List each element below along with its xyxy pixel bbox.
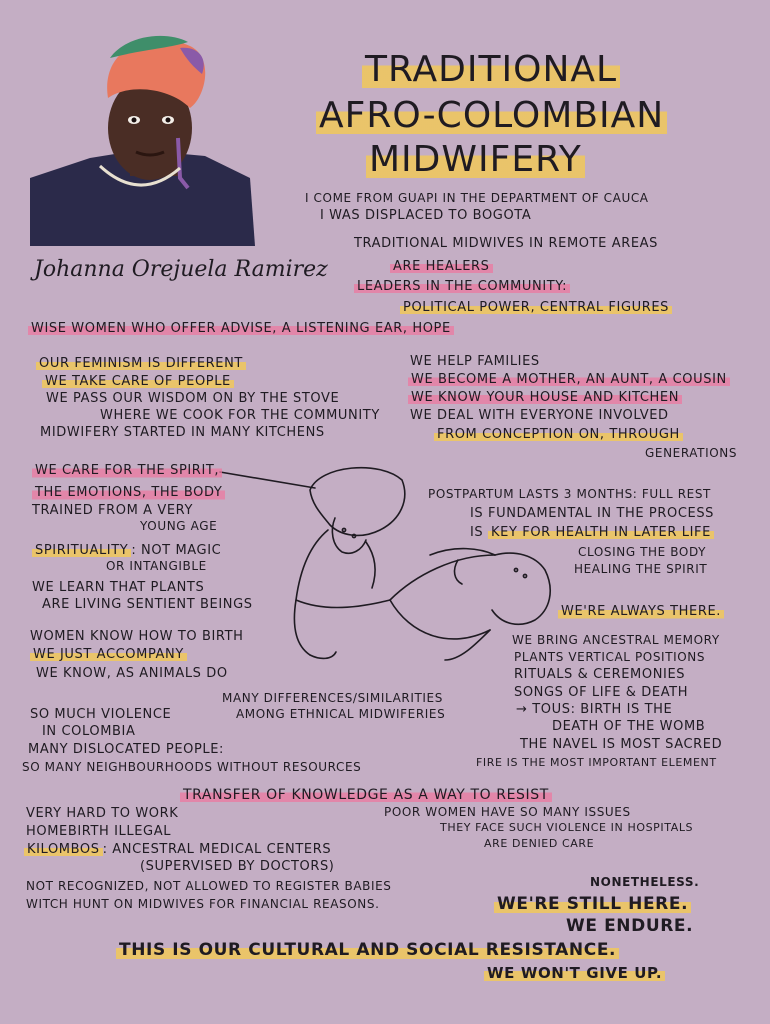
hard-work-line: VERY HARD TO WORK [26,806,179,821]
poor-women-line-2: THEY FACE SUCH VIOLENCE IN HOSPITALS [440,821,694,834]
plants-line-1: WE LEARN THAT PLANTS [32,580,205,595]
birth-line-2: WE JUST ACCOMPANY [30,648,187,661]
ancestral-line-4: SONGS OF LIFE & DEATH [514,685,689,700]
violence-line-2: IN COLOMBIA [42,724,136,739]
tous-line-1: → TOUS: BIRTH IS THE [516,702,673,717]
intro-line-5: LEADERS IN THE COMMUNITY: [354,280,570,293]
wisdom-line-3: MIDWIFERY STARTED IN MANY KITCHENS [40,425,325,440]
ancestral-line-2: PLANTS VERTICAL POSITIONS [514,650,706,664]
spirituality-line: SPIRITUALITY : NOT MAGIC [32,544,221,557]
birth-line-1: WOMEN KNOW HOW TO BIRTH [30,629,244,644]
postpartum-line-3: IS KEY FOR HEALTH IN LATER LIFE [470,526,714,539]
trained-line-2: YOUNG AGE [140,519,218,533]
postpartum-line-2: IS FUNDAMENTAL IN THE PROCESS [470,506,715,521]
title-line-3: MIDWIFERY [366,142,585,178]
families-line-6: GENERATIONS [645,446,738,460]
postpartum-line-1: POSTPARTUM LASTS 3 MONTHS: FULL REST [428,487,711,501]
poor-women-line-3: ARE DENIED CARE [484,837,595,850]
ancestral-line-1: WE BRING ANCESTRAL MEMORY [512,633,720,647]
intro-line-3: TRADITIONAL MIDWIVES IN REMOTE AREAS [354,236,658,251]
witch-hunt-line: WITCH HUNT ON MIDWIVES FOR FINANCIAL REASONS. [26,897,380,911]
transfer-line: TRANSFER OF KNOWLEDGE AS A WAY TO RESIST [180,788,552,802]
fire-line: FIRE IS THE MOST IMPORTANT ELEMENT [476,756,717,769]
supervised-line: (SUPERVISED BY DOCTORS) [140,859,335,874]
intro-line-6: POLITICAL POWER, CENTRAL FIGURES [400,301,672,314]
trained-line-1: TRAINED FROM A VERY [32,503,194,518]
ancestral-line-3: RITUALS & CEREMONIES [514,667,686,682]
intro-line-1: I COME FROM GUAPI IN THE DEPARTMENT OF CAUCA [305,191,649,205]
intangible-line: OR INTANGIBLE [106,559,207,573]
nonetheless-line: NONETHELESS. [590,875,700,889]
intro-line-2: I WAS DISPLACED TO BOGOTA [320,208,532,223]
poor-women-line-1: POOR WOMEN HAVE SO MANY ISSUES [384,805,631,819]
kilombos-line: KILOMBOS : ANCESTRAL MEDICAL CENTERS [24,843,331,856]
differences-line-1: MANY DIFFERENCES/SIMILARITIES [222,691,443,705]
intro-line-4: ARE HEALERS [390,260,493,273]
feminism-line: OUR FEMINISM IS DIFFERENT [36,357,246,370]
give-up-line: WE WON'T GIVE UP. [484,966,665,981]
spirit-line-2: THE EMOTIONS, THE BODY [32,486,225,499]
title-line-2: AFRO-COLOMBIAN [316,98,667,134]
still-here-line: WE'RE STILL HERE. [494,896,691,913]
families-line-4: WE DEAL WITH EVERYONE INVOLVED [410,408,669,423]
closing-body-line: CLOSING THE BODY [578,545,707,559]
care-people-line: WE TAKE CARE OF PEOPLE [42,375,234,388]
homebirth-line: HOMEBIRTH ILLEGAL [26,824,172,839]
wisdom-line-1: WE PASS OUR WISDOM ON BY THE STOVE [46,391,340,406]
families-line-1: WE HELP FAMILIES [410,354,540,369]
violence-line-1: SO MUCH VIOLENCE [30,707,172,722]
families-line-5: FROM CONCEPTION ON, THROUGH [434,428,683,441]
title-line-1: TRADITIONAL [362,52,620,88]
families-line-2: WE BECOME A MOTHER, AN AUNT, A COUSIN [408,373,730,386]
healing-spirit-line: HEALING THE SPIRIT [574,562,708,576]
wisdom-line-2: WHERE WE COOK FOR THE COMMUNITY [100,408,380,423]
violence-line-3: MANY DISLOCATED PEOPLE: [28,742,225,757]
differences-line-2: AMONG ETHNICAL MIDWIFERIES [236,707,446,721]
always-there-line: WE'RE ALWAYS THERE. [558,605,724,618]
plants-line-2: ARE LIVING SENTIENT BEINGS [42,597,253,612]
endure-line: WE ENDURE. [566,916,694,936]
resistance-line: THIS IS OUR CULTURAL AND SOCIAL RESISTANCE. [116,942,619,959]
signature: Johanna Orejuela Ramirez [34,257,328,282]
birth-line-3: WE KNOW, AS ANIMALS DO [36,666,228,681]
families-line-3: WE KNOW YOUR HOUSE AND KITCHEN [408,391,682,404]
spirit-line-1: WE CARE FOR THE SPIRIT, [32,464,222,477]
tous-line-2: DEATH OF THE WOMB [552,719,706,734]
intro-line-7: WISE WOMEN WHO OFFER ADVISE, A LISTENING EAR, HOPE [28,322,454,335]
violence-line-4: SO MANY NEIGHBOURHOODS WITHOUT RESOURCES [22,760,362,774]
woman-in-headwrap-portrait [30,28,260,246]
navel-line: THE NAVEL IS MOST SACRED [520,737,723,752]
not-recognized-line: NOT RECOGNIZED, NOT ALLOWED TO REGISTER BABIES [26,879,392,893]
